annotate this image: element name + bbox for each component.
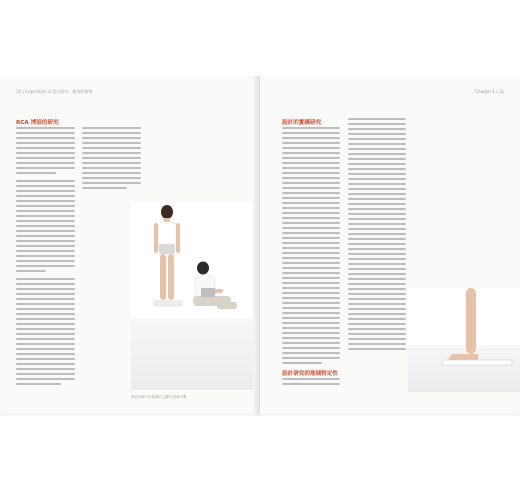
section-title-left: RCA 博設的研究 <box>16 120 59 126</box>
feet-scale-photo <box>408 288 520 392</box>
book-spread <box>0 76 520 414</box>
running-head-left: 10 | Inspiration in 設計研究：應用的實例 <box>16 89 93 94</box>
running-head-right: Chapter 1 | 11 <box>475 89 504 94</box>
right-page <box>260 76 520 414</box>
section-title-right-1: 設計的實踐研究 <box>282 120 322 126</box>
people-illustration <box>131 202 253 390</box>
scale-photo <box>131 202 253 390</box>
left-page <box>0 76 259 414</box>
section-title-right-2: 設計研究的地域特定性 <box>282 371 338 377</box>
photo-caption: 個設計研究計畫運用人體的 重新評價 <box>131 395 187 399</box>
feet-illustration <box>408 288 520 392</box>
